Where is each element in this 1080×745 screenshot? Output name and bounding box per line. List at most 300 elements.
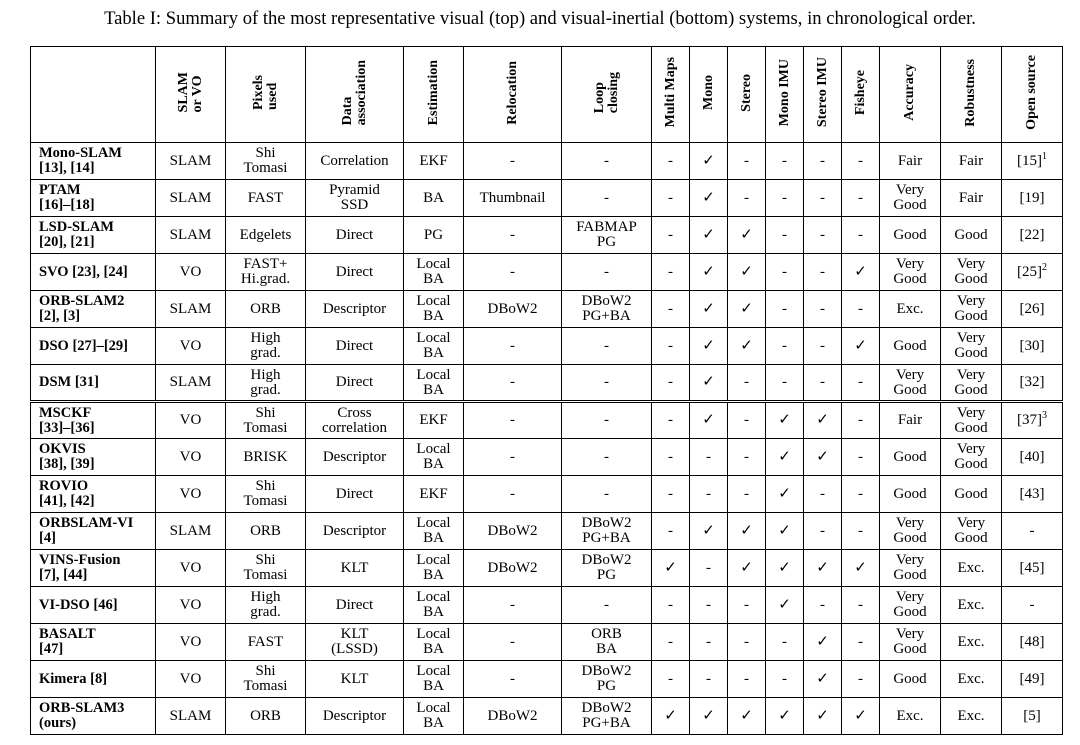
loop-closing-cell-text: ORB BA xyxy=(591,626,622,657)
slam-or-vo-cell xyxy=(156,143,226,180)
mono-cell xyxy=(690,698,728,735)
estimation-cell-text: Local BA xyxy=(416,626,451,657)
mono-imu-cell-text: - xyxy=(782,670,787,687)
system-cell-text: ROVIO [41], [42] xyxy=(39,478,95,509)
mono-imu-cell xyxy=(766,254,804,291)
loop-closing-cell xyxy=(562,402,652,439)
multi-maps-cell-text: - xyxy=(668,300,673,317)
robustness-cell-text: Very Good xyxy=(954,515,988,546)
data-association-cell xyxy=(306,402,404,439)
pixels-used-cell xyxy=(226,661,306,698)
fisheye-cell-text: - xyxy=(858,633,863,650)
data-association-cell xyxy=(306,291,404,328)
header-loop-closing-label: Loop closing xyxy=(591,71,621,114)
accuracy-cell-text: Good xyxy=(893,226,927,243)
estimation-cell-text: PG xyxy=(423,226,444,243)
header-fisheye xyxy=(842,47,880,143)
fisheye-cell-text: ✓ xyxy=(854,559,867,576)
mono-cell xyxy=(690,254,728,291)
relocation-cell-text: - xyxy=(510,596,515,613)
mono-imu-cell xyxy=(766,661,804,698)
relocation-cell-text: DBoW2 xyxy=(487,300,538,317)
pixels-used-cell-text: High grad. xyxy=(250,366,281,398)
stereo-imu-cell-text: ✓ xyxy=(816,448,829,465)
pixels-used-cell-text: Shi Tomasi xyxy=(243,663,288,694)
loop-closing-cell xyxy=(562,365,652,402)
stereo-imu-cell-text: - xyxy=(820,300,825,317)
fisheye-cell-text: - xyxy=(858,300,863,317)
open-source-cell-text: [45] xyxy=(1019,559,1045,576)
loop-closing-cell-text: DBoW2 PG+BA xyxy=(581,700,632,731)
accuracy-cell xyxy=(880,254,941,291)
multi-maps-cell xyxy=(652,550,690,587)
relocation-cell-text: - xyxy=(510,337,515,354)
estimation-cell xyxy=(404,254,464,291)
table-row xyxy=(31,661,1063,698)
slam-or-vo-cell xyxy=(156,402,226,439)
stereo-cell-text: - xyxy=(744,412,749,428)
mono-imu-cell-text: ✓ xyxy=(778,522,791,539)
slam-or-vo-cell-text: VO xyxy=(179,263,202,280)
accuracy-cell-text: Very Good xyxy=(893,552,927,583)
pixels-used-cell xyxy=(226,217,306,254)
loop-closing-cell xyxy=(562,439,652,476)
fisheye-cell-text: ✓ xyxy=(854,263,867,280)
pixels-used-cell-text: FAST xyxy=(247,633,284,650)
relocation-cell xyxy=(464,550,562,587)
loop-closing-cell-text: - xyxy=(604,374,609,390)
mono-imu-cell xyxy=(766,328,804,365)
system-cell-text: PTAM [16]–[18] xyxy=(39,182,95,213)
fisheye-cell xyxy=(842,328,880,365)
mono-imu-cell xyxy=(766,587,804,624)
system-cell xyxy=(31,587,156,624)
estimation-cell xyxy=(404,143,464,180)
robustness-cell xyxy=(941,365,1002,402)
slam-or-vo-cell xyxy=(156,291,226,328)
data-association-cell-text: KLT (LSSD) xyxy=(331,626,378,657)
pixels-used-cell xyxy=(226,291,306,328)
relocation-cell xyxy=(464,402,562,439)
stereo-cell xyxy=(728,143,766,180)
mono-imu-cell xyxy=(766,513,804,550)
estimation-cell-text: Local BA xyxy=(416,552,451,583)
accuracy-cell-text: Good xyxy=(893,670,927,687)
system-cell-text: DSO [27]–[29] xyxy=(39,337,129,354)
accuracy-cell xyxy=(880,328,941,365)
estimation-cell-text: BA xyxy=(423,189,444,206)
open-source-cell-text: [40] xyxy=(1019,448,1045,465)
multi-maps-cell-text: - xyxy=(668,485,673,502)
fisheye-cell xyxy=(842,291,880,328)
stereo-imu-cell-text: - xyxy=(820,374,825,390)
open-source-cell xyxy=(1002,217,1063,254)
stereo-imu-cell-text: - xyxy=(820,263,825,280)
pixels-used-cell-text: Shi Tomasi xyxy=(243,478,288,509)
multi-maps-cell-text: - xyxy=(668,633,673,650)
slam-or-vo-cell-text: VO xyxy=(179,596,202,613)
mono-cell-text: ✓ xyxy=(702,189,715,206)
stereo-cell-text: ✓ xyxy=(740,337,753,354)
open-source-cell-text: [48] xyxy=(1019,633,1045,650)
table-row xyxy=(31,180,1063,217)
header-pixels-used-label: Pixels used xyxy=(250,75,280,110)
loop-closing-cell-text: - xyxy=(604,263,609,280)
system-cell xyxy=(31,698,156,735)
data-association-cell xyxy=(306,365,404,402)
slam-or-vo-cell-text: SLAM xyxy=(169,707,212,724)
estimation-cell-text: Local BA xyxy=(416,515,451,546)
relocation-cell xyxy=(464,365,562,402)
loop-closing-cell-text: - xyxy=(604,152,609,169)
robustness-cell-text: Exc. xyxy=(957,670,985,687)
loop-closing-cell-text: - xyxy=(604,337,609,354)
stereo-cell xyxy=(728,291,766,328)
fisheye-cell-text: - xyxy=(858,448,863,465)
stereo-imu-cell-text: - xyxy=(820,337,825,354)
system-cell-text: SVO [23], [24] xyxy=(39,263,128,280)
accuracy-cell xyxy=(880,217,941,254)
summary-table xyxy=(30,46,1063,735)
multi-maps-cell xyxy=(652,254,690,291)
stereo-cell xyxy=(728,661,766,698)
relocation-cell xyxy=(464,328,562,365)
robustness-cell xyxy=(941,254,1002,291)
estimation-cell xyxy=(404,513,464,550)
robustness-cell-text: Very Good xyxy=(954,256,988,287)
footnote-marker: 1 xyxy=(1042,150,1047,162)
table-row xyxy=(31,217,1063,254)
mono-imu-cell-text: ✓ xyxy=(778,485,791,502)
accuracy-cell xyxy=(880,624,941,661)
accuracy-cell xyxy=(880,291,941,328)
accuracy-cell-text: Very Good xyxy=(893,256,927,287)
open-source-cell-text: [25] xyxy=(1017,263,1042,280)
mono-cell xyxy=(690,661,728,698)
robustness-cell xyxy=(941,587,1002,624)
system-cell xyxy=(31,476,156,513)
table-row xyxy=(31,513,1063,550)
data-association-cell-text: Direct xyxy=(335,596,374,613)
stereo-cell xyxy=(728,513,766,550)
open-source-cell xyxy=(1002,476,1063,513)
fisheye-cell xyxy=(842,180,880,217)
stereo-cell-text: ✓ xyxy=(740,300,753,317)
system-cell-text: LSD-SLAM [20], [21] xyxy=(39,219,114,250)
accuracy-cell-text: Good xyxy=(893,337,927,354)
header-slam-or-vo xyxy=(156,47,226,143)
stereo-imu-cell xyxy=(804,698,842,735)
stereo-imu-cell-text: ✓ xyxy=(816,707,829,724)
robustness-cell-text: Very Good xyxy=(954,366,988,398)
mono-imu-cell-text: - xyxy=(782,263,787,280)
pixels-used-cell-text: FAST xyxy=(247,189,284,206)
relocation-cell xyxy=(464,661,562,698)
relocation-cell xyxy=(464,291,562,328)
pixels-used-cell xyxy=(226,476,306,513)
pixels-used-cell xyxy=(226,587,306,624)
fisheye-cell-text: - xyxy=(858,226,863,243)
fisheye-cell-text: - xyxy=(858,412,863,428)
relocation-cell-text: - xyxy=(510,485,515,502)
data-association-cell-text: Direct xyxy=(335,263,374,280)
header-mono-imu-label: Mono IMU xyxy=(776,58,792,127)
system-cell xyxy=(31,365,156,402)
estimation-cell-text: EKF xyxy=(419,412,448,428)
multi-maps-cell xyxy=(652,365,690,402)
robustness-cell-text: Exc. xyxy=(957,707,985,724)
pixels-used-cell xyxy=(226,365,306,402)
open-source-cell xyxy=(1002,513,1063,550)
estimation-cell-text: Local BA xyxy=(416,366,451,398)
table-row xyxy=(31,476,1063,513)
slam-or-vo-cell xyxy=(156,587,226,624)
fisheye-cell-text: - xyxy=(858,670,863,687)
header-mono-imu xyxy=(766,47,804,143)
data-association-cell-text: Descriptor xyxy=(322,448,387,465)
loop-closing-cell xyxy=(562,217,652,254)
mono-imu-cell xyxy=(766,180,804,217)
data-association-cell xyxy=(306,180,404,217)
stereo-cell-text: ✓ xyxy=(740,707,753,724)
system-cell-text: VINS-Fusion [7], [44] xyxy=(39,552,121,583)
robustness-cell-text: Exc. xyxy=(957,633,985,650)
multi-maps-cell-text: - xyxy=(668,152,673,169)
stereo-cell xyxy=(728,476,766,513)
loop-closing-cell xyxy=(562,587,652,624)
robustness-cell xyxy=(941,143,1002,180)
robustness-cell xyxy=(941,550,1002,587)
relocation-cell-text: - xyxy=(510,448,515,465)
loop-closing-cell-text: DBoW2 PG xyxy=(581,552,632,583)
table-row xyxy=(31,254,1063,291)
loop-closing-cell xyxy=(562,143,652,180)
slam-or-vo-cell xyxy=(156,698,226,735)
multi-maps-cell-text: - xyxy=(668,596,673,613)
robustness-cell-text: Fair xyxy=(958,152,984,169)
loop-closing-cell-text: DBoW2 PG+BA xyxy=(581,515,632,546)
slam-or-vo-cell-text: VO xyxy=(179,670,202,687)
open-source-cell xyxy=(1002,254,1063,291)
header-estimation xyxy=(404,47,464,143)
mono-cell-text: - xyxy=(706,448,711,465)
mono-imu-cell-text: ✓ xyxy=(778,412,791,428)
stereo-imu-cell-text: - xyxy=(820,226,825,243)
data-association-cell xyxy=(306,328,404,365)
mono-cell xyxy=(690,513,728,550)
loop-closing-cell-text: - xyxy=(604,412,609,428)
accuracy-cell-text: Very Good xyxy=(893,589,927,620)
mono-imu-cell-text: ✓ xyxy=(778,448,791,465)
robustness-cell xyxy=(941,180,1002,217)
pixels-used-cell xyxy=(226,513,306,550)
header-row xyxy=(31,47,1063,143)
estimation-cell xyxy=(404,476,464,513)
relocation-cell xyxy=(464,254,562,291)
system-cell-text: VI-DSO [46] xyxy=(39,596,118,613)
mono-imu-cell-text: - xyxy=(782,337,787,354)
system-cell xyxy=(31,143,156,180)
relocation-cell-text: - xyxy=(510,374,515,390)
data-association-cell-text: Cross correlation xyxy=(322,404,387,436)
pixels-used-cell-text: FAST+ Hi.grad. xyxy=(240,256,291,287)
data-association-cell xyxy=(306,624,404,661)
loop-closing-cell xyxy=(562,661,652,698)
footnote-marker: 2 xyxy=(1042,261,1047,273)
header-loop-closing xyxy=(562,47,652,143)
accuracy-cell xyxy=(880,698,941,735)
fisheye-cell xyxy=(842,698,880,735)
data-association-cell-text: Descriptor xyxy=(322,300,387,317)
system-cell xyxy=(31,550,156,587)
open-source-cell xyxy=(1002,328,1063,365)
stereo-cell xyxy=(728,698,766,735)
slam-or-vo-cell-text: SLAM xyxy=(169,226,212,243)
table-row xyxy=(31,698,1063,735)
table-row xyxy=(31,143,1063,180)
stereo-imu-cell-text: ✓ xyxy=(816,412,829,428)
accuracy-cell-text: Very Good xyxy=(893,366,927,398)
stereo-imu-cell xyxy=(804,550,842,587)
slam-or-vo-cell-text: SLAM xyxy=(169,152,212,169)
header-open-source-label: Open source xyxy=(1024,55,1039,130)
stereo-imu-cell-text: ✓ xyxy=(816,559,829,576)
table-row xyxy=(31,291,1063,328)
multi-maps-cell-text: ✓ xyxy=(664,559,677,576)
stereo-imu-cell xyxy=(804,661,842,698)
stereo-cell xyxy=(728,624,766,661)
robustness-cell-text: Very Good xyxy=(954,293,988,324)
stereo-cell-text: ✓ xyxy=(740,226,753,243)
header-multi-maps-label: Multi Maps xyxy=(662,57,678,128)
mono-cell-text: - xyxy=(706,633,711,650)
stereo-cell xyxy=(728,365,766,402)
open-source-cell xyxy=(1002,143,1063,180)
data-association-cell-text: Descriptor xyxy=(322,707,387,724)
slam-or-vo-cell-text: VO xyxy=(179,559,202,576)
mono-cell-text: ✓ xyxy=(702,300,715,317)
data-association-cell xyxy=(306,513,404,550)
mono-imu-cell-text: ✓ xyxy=(778,707,791,724)
estimation-cell-text: EKF xyxy=(419,152,448,169)
loop-closing-cell xyxy=(562,513,652,550)
stereo-cell-text: - xyxy=(744,633,749,650)
header-fisheye-label: Fisheye xyxy=(852,69,868,116)
relocation-cell-text: Thumbnail xyxy=(479,189,546,206)
mono-cell-text: ✓ xyxy=(702,226,715,243)
open-source-cell-text: [37] xyxy=(1017,412,1042,428)
system-cell-text: OKVIS [38], [39] xyxy=(39,441,95,472)
data-association-cell xyxy=(306,550,404,587)
estimation-cell-text: EKF xyxy=(419,485,448,502)
header-data-association xyxy=(306,47,404,143)
mono-cell-text: - xyxy=(706,559,711,576)
multi-maps-cell-text: ✓ xyxy=(664,707,677,724)
table-row xyxy=(31,550,1063,587)
slam-or-vo-cell xyxy=(156,476,226,513)
stereo-imu-cell xyxy=(804,328,842,365)
accuracy-cell-text: Good xyxy=(893,448,927,465)
slam-or-vo-cell-text: VO xyxy=(179,337,202,354)
mono-cell xyxy=(690,402,728,439)
header-multi-maps xyxy=(652,47,690,143)
system-cell xyxy=(31,402,156,439)
relocation-cell-text: DBoW2 xyxy=(487,522,538,539)
loop-closing-cell-text: - xyxy=(604,596,609,613)
mono-imu-cell xyxy=(766,550,804,587)
pixels-used-cell xyxy=(226,550,306,587)
slam-or-vo-cell xyxy=(156,624,226,661)
loop-closing-cell xyxy=(562,698,652,735)
slam-or-vo-cell-text: VO xyxy=(179,412,202,428)
multi-maps-cell xyxy=(652,513,690,550)
open-source-cell-text: [32] xyxy=(1019,374,1045,390)
fisheye-cell-text: - xyxy=(858,152,863,169)
mono-cell xyxy=(690,365,728,402)
data-association-cell xyxy=(306,439,404,476)
mono-imu-cell-text: ✓ xyxy=(778,559,791,576)
accuracy-cell-text: Very Good xyxy=(893,515,927,546)
relocation-cell-text: - xyxy=(510,412,515,428)
estimation-cell xyxy=(404,291,464,328)
accuracy-cell xyxy=(880,661,941,698)
stereo-imu-cell-text: ✓ xyxy=(816,633,829,650)
mono-cell xyxy=(690,143,728,180)
fisheye-cell-text: ✓ xyxy=(854,707,867,724)
mono-cell xyxy=(690,624,728,661)
pixels-used-cell xyxy=(226,254,306,291)
stereo-cell xyxy=(728,587,766,624)
loop-closing-cell xyxy=(562,328,652,365)
multi-maps-cell-text: - xyxy=(668,448,673,465)
system-cell xyxy=(31,513,156,550)
accuracy-cell xyxy=(880,143,941,180)
loop-closing-cell xyxy=(562,624,652,661)
mono-cell-text: - xyxy=(706,670,711,687)
data-association-cell-text: KLT xyxy=(340,670,369,687)
fisheye-cell-text: - xyxy=(858,485,863,502)
data-association-cell-text: Direct xyxy=(335,374,374,390)
header-stereo xyxy=(728,47,766,143)
relocation-cell xyxy=(464,476,562,513)
stereo-imu-cell xyxy=(804,254,842,291)
data-association-cell xyxy=(306,217,404,254)
mono-imu-cell-text: - xyxy=(782,189,787,206)
open-source-cell-text: [19] xyxy=(1019,189,1045,206)
header-mono xyxy=(690,47,728,143)
loop-closing-cell-text: DBoW2 PG xyxy=(581,663,632,694)
accuracy-cell-text: Very Good xyxy=(893,182,927,213)
slam-or-vo-cell-text: VO xyxy=(179,448,202,465)
slam-or-vo-cell-text: SLAM xyxy=(169,189,212,206)
mono-imu-cell xyxy=(766,624,804,661)
mono-cell-text: - xyxy=(706,596,711,613)
accuracy-cell-text: Exc. xyxy=(896,300,924,317)
stereo-imu-cell-text: ✓ xyxy=(816,670,829,687)
estimation-cell-text: Local BA xyxy=(416,330,451,361)
data-association-cell xyxy=(306,254,404,291)
mono-cell xyxy=(690,550,728,587)
relocation-cell-text: - xyxy=(510,226,515,243)
multi-maps-cell xyxy=(652,698,690,735)
fisheye-cell-text: - xyxy=(858,596,863,613)
pixels-used-cell-text: ORB xyxy=(250,522,281,539)
multi-maps-cell xyxy=(652,217,690,254)
system-cell-text: Mono-SLAM [13], [14] xyxy=(39,145,122,176)
header-relocation xyxy=(464,47,562,143)
mono-cell-text: ✓ xyxy=(702,152,715,169)
open-source-cell-text: [22] xyxy=(1019,226,1045,243)
